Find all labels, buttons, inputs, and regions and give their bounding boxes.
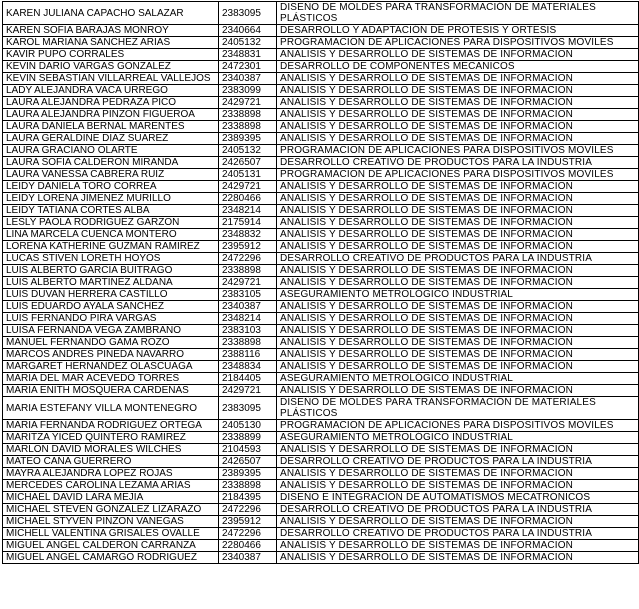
student-name-cell: MICHAEL STEVEN GONZALEZ LIZARAZO (3, 504, 219, 516)
student-name-cell: LUIS ALBERTO GARCIA BUITRAGO (3, 265, 219, 277)
table-row (3, 385, 639, 397)
group-id-cell: 2338899 (219, 432, 277, 444)
program-cell: ANALISIS Y DESARROLLO DE SISTEMAS DE INFORMACION (277, 313, 639, 325)
program-cell: ANALISIS Y DESARROLLO DE SISTEMAS DE INFORMACION (277, 540, 639, 552)
table-row (3, 205, 639, 217)
program-cell: ANALISIS Y DESARROLLO DE SISTEMAS DE INFORMACION (277, 301, 639, 313)
group-id-cell: 2472296 (219, 253, 277, 265)
group-id-cell: 2388116 (219, 349, 277, 361)
student-name-cell: MIGUEL ANGEL CALDERON CARRANZA (3, 540, 219, 552)
program-cell: ANALISIS Y DESARROLLO DE SISTEMAS DE INFORMACION (277, 121, 639, 133)
program-cell: ASEGURAMIENTO METROLÓGICO INDUSTRIAL (277, 432, 639, 444)
student-name-cell: LUIS FERNANDO PIRA VARGAS (3, 313, 219, 325)
program-cell: DESARROLLO DE COMPONENTES MECANICOS (277, 61, 639, 73)
group-id-cell: 2389395 (219, 133, 277, 145)
table-row (3, 468, 639, 480)
group-id-cell: 2429721 (219, 97, 277, 109)
student-name-cell: MAYRA ALEJANDRA LOPEZ ROJAS (3, 468, 219, 480)
group-id-cell: 2383099 (219, 85, 277, 97)
student-name-cell: LUIS ALBERTO MARTINEZ ALDANA (3, 277, 219, 289)
student-name-cell: LUCAS STIVEN LORETH HOYOS (3, 253, 219, 265)
group-id-cell: 2340387 (219, 73, 277, 85)
program-cell: PROGRAMACION DE APLICACIONES PARA DISPOSITIVOS MOVILES (277, 145, 639, 157)
group-id-cell: 2405132 (219, 145, 277, 157)
group-id-cell: 2340387 (219, 301, 277, 313)
student-name-cell: LEIDY DANIELA TORO CORREA (3, 181, 219, 193)
program-cell: ANALISIS Y DESARROLLO DE SISTEMAS DE INFORMACION (277, 385, 639, 397)
group-id-cell: 2383095 (219, 2, 277, 25)
program-cell: ANALISIS Y DESARROLLO DE SISTEMAS DE INFORMACION (277, 181, 639, 193)
group-id-cell: 2472296 (219, 528, 277, 540)
program-cell: PROGRAMACION DE APLICACIONES PARA DISPOSITIVOS MOVILES (277, 169, 639, 181)
table-row (3, 337, 639, 349)
table-row (3, 37, 639, 49)
program-cell: ANALISIS Y DESARROLLO DE SISTEMAS DE INFORMACION (277, 552, 639, 564)
program-cell: ANALISIS Y DESARROLLO DE SISTEMAS DE INFORMACION (277, 49, 639, 61)
program-cell: DISEÑO DE MOLDES PARA TRANSFORMACIÓN DE MATERIALES PLÁSTICOS (277, 2, 639, 25)
student-name-cell: MARIA DEL MAR ACEVEDO TORRES (3, 373, 219, 385)
program-cell: ANALISIS Y DESARROLLO DE SISTEMAS DE INFORMACION (277, 361, 639, 373)
program-cell: ASEGURAMIENTO METROLÓGICO INDUSTRIAL (277, 289, 639, 301)
table-row (3, 85, 639, 97)
student-name-cell: LUISA FERNANDA VEGA ZAMBRANO (3, 325, 219, 337)
table-row (3, 456, 639, 468)
student-name-cell: MANUEL FERNANDO GAMA ROZO (3, 337, 219, 349)
program-cell: ANALISIS Y DESARROLLO DE SISTEMAS DE INFORMACION (277, 480, 639, 492)
table-row (3, 229, 639, 241)
table-row (3, 444, 639, 456)
group-id-cell: 2429721 (219, 181, 277, 193)
program-cell: ANALISIS Y DESARROLLO DE SISTEMAS DE INFORMACION (277, 277, 639, 289)
student-name-cell: LAURA ALEJANDRA PINZON FIGUEROA (3, 109, 219, 121)
student-name-cell: LORENA KATHERINE GUZMAN RAMIREZ (3, 241, 219, 253)
table-row (3, 480, 639, 492)
group-id-cell: 2175914 (219, 217, 277, 229)
group-id-cell: 2338898 (219, 109, 277, 121)
table-row (3, 420, 639, 432)
student-name-cell: MARCOS ANDRES PINEDA NAVARRO (3, 349, 219, 361)
table-row (3, 397, 639, 420)
table-row (3, 528, 639, 540)
program-cell: ANALISIS Y DESARROLLO DE SISTEMAS DE INFORMACION (277, 444, 639, 456)
student-name-cell: LINA MARCELA CUENCA MONTERO (3, 229, 219, 241)
student-name-cell: LEIDY LORENA JIMENEZ MURILLO (3, 193, 219, 205)
student-name-cell: KEVIN DARIO VARGAS GONZALEZ (3, 61, 219, 73)
program-cell: ANALISIS Y DESARROLLO DE SISTEMAS DE INFORMACION (277, 205, 639, 217)
student-name-cell: MARGARET HERNANDEZ OLASCUAGA (3, 361, 219, 373)
table-row (3, 325, 639, 337)
program-cell: ANALISIS Y DESARROLLO DE SISTEMAS DE INFORMACION (277, 85, 639, 97)
group-id-cell: 2338898 (219, 337, 277, 349)
program-cell: ANALISIS Y DESARROLLO DE SISTEMAS DE INFORMACION (277, 325, 639, 337)
group-id-cell: 2184395 (219, 492, 277, 504)
group-id-cell: 2338898 (219, 121, 277, 133)
table-row (3, 193, 639, 205)
program-cell: DESARROLLO CREATIVO DE PRODUCTOS PARA LA INDUSTRIA (277, 528, 639, 540)
student-name-cell: LEIDY TATIANA CORTES ALBA (3, 205, 219, 217)
program-cell: ANALISIS Y DESARROLLO DE SISTEMAS DE INFORMACION (277, 516, 639, 528)
program-cell: DISEÑO E INTEGRACIÓN DE AUTOMATISMOS MECATRÓNICOS (277, 492, 639, 504)
group-id-cell: 2383103 (219, 325, 277, 337)
student-name-cell: LAURA GERALDINE DIAZ SUAREZ (3, 133, 219, 145)
student-name-cell: LAURA VANESSA CABRERA RUIZ (3, 169, 219, 181)
program-cell: ANALISIS Y DESARROLLO DE SISTEMAS DE INFORMACION (277, 337, 639, 349)
group-id-cell: 2395912 (219, 516, 277, 528)
group-id-cell: 2338898 (219, 480, 277, 492)
table-row (3, 552, 639, 564)
table-row (3, 516, 639, 528)
group-id-cell: 2280466 (219, 540, 277, 552)
student-name-cell: KAREN JULIANA CAPACHO SALAZAR (3, 2, 219, 25)
group-id-cell: 2383105 (219, 289, 277, 301)
group-id-cell: 2348214 (219, 205, 277, 217)
table-row (3, 265, 639, 277)
program-cell: ANALISIS Y DESARROLLO DE SISTEMAS DE INFORMACION (277, 265, 639, 277)
student-name-cell: MARIA FERNANDA RODRIGUEZ ORTEGA (3, 420, 219, 432)
program-cell: DESARROLLO CREATIVO DE PRODUCTOS PARA LA INDUSTRIA (277, 504, 639, 516)
table-row (3, 97, 639, 109)
student-name-cell: MICHELL VALENTINA GRISALES OVALLE (3, 528, 219, 540)
table-row (3, 349, 639, 361)
student-name-cell: MIGUEL ANGEL CAMARGO RODRIGUEZ (3, 552, 219, 564)
group-id-cell: 2405131 (219, 169, 277, 181)
student-name-cell: KEVIN SEBASTIAN VILLARREAL VALLEJOS (3, 73, 219, 85)
table-row (3, 73, 639, 85)
program-cell: DISEÑO DE MOLDES PARA TRANSFORMACIÓN DE MATERIALES PLÁSTICOS (277, 397, 639, 420)
program-cell: ANALISIS Y DESARROLLO DE SISTEMAS DE INFORMACION (277, 109, 639, 121)
student-name-cell: MICHAEL DAVID LARA MEJIA (3, 492, 219, 504)
group-id-cell: 2184405 (219, 373, 277, 385)
students-table (2, 1, 639, 564)
table-row (3, 289, 639, 301)
group-id-cell: 2429721 (219, 385, 277, 397)
program-cell: ANALISIS Y DESARROLLO DE SISTEMAS DE INFORMACION (277, 133, 639, 145)
table-row (3, 157, 639, 169)
table-row (3, 432, 639, 444)
group-id-cell: 2429721 (219, 277, 277, 289)
group-id-cell: 2426507 (219, 157, 277, 169)
group-id-cell: 2383095 (219, 397, 277, 420)
group-id-cell: 2472296 (219, 504, 277, 516)
student-name-cell: KAVIR PUPO CORRALES (3, 49, 219, 61)
table-row (3, 25, 639, 37)
program-cell: DESARROLLO CREATIVO DE PRODUCTOS PARA LA INDUSTRIA (277, 253, 639, 265)
student-name-cell: MATEO CAÑA GUERRERO (3, 456, 219, 468)
table-row (3, 217, 639, 229)
program-cell: ANALISIS Y DESARROLLO DE SISTEMAS DE INFORMACION (277, 193, 639, 205)
group-id-cell: 2472301 (219, 61, 277, 73)
student-name-cell: KAREN SOFIA BARAJAS MONROY (3, 25, 219, 37)
student-name-cell: MARLON DAVID MORALES WILCHES (3, 444, 219, 456)
program-cell: ANALISIS Y DESARROLLO DE SISTEMAS DE INFORMACION (277, 97, 639, 109)
program-cell: DESARROLLO CREATIVO DE PRODUCTOS PARA LA INDUSTRIA (277, 157, 639, 169)
table-row (3, 277, 639, 289)
table-row (3, 61, 639, 73)
group-id-cell: 2348832 (219, 229, 277, 241)
program-cell: PROGRAMACION DE APLICACIONES PARA DISPOSITIVOS MOVILES (277, 37, 639, 49)
program-cell: ANALISIS Y DESARROLLO DE SISTEMAS DE INFORMACION (277, 349, 639, 361)
table-row (3, 133, 639, 145)
table-row (3, 313, 639, 325)
program-cell: ANALISIS Y DESARROLLO DE SISTEMAS DE INFORMACION (277, 468, 639, 480)
group-id-cell: 2405132 (219, 37, 277, 49)
group-id-cell: 2338898 (219, 265, 277, 277)
table-row (3, 504, 639, 516)
program-cell: ANALISIS Y DESARROLLO DE SISTEMAS DE INFORMACION (277, 73, 639, 85)
table-row (3, 253, 639, 265)
student-name-cell: KAROL MARIANA SANCHEZ ARIAS (3, 37, 219, 49)
table-row (3, 169, 639, 181)
student-name-cell: MARIA ESTEFANY VILLA MONTENEGRO (3, 397, 219, 420)
table-row (3, 2, 639, 25)
program-cell: ANALISIS Y DESARROLLO DE SISTEMAS DE INFORMACION (277, 229, 639, 241)
table-row (3, 373, 639, 385)
student-name-cell: LADY ALEJANDRA VACA URREGO (3, 85, 219, 97)
program-cell: ASEGURAMIENTO METROLÓGICO INDUSTRIAL (277, 373, 639, 385)
table-row (3, 361, 639, 373)
table-row (3, 49, 639, 61)
student-name-cell: LUIS EDUARDO AYALA SANCHEZ (3, 301, 219, 313)
student-name-cell: LAURA GRACIANO OLARTE (3, 145, 219, 157)
student-name-cell: MICHAEL STYVEN PINZON VANEGAS (3, 516, 219, 528)
table-row (3, 241, 639, 253)
program-cell: ANALISIS Y DESARROLLO DE SISTEMAS DE INFORMACION (277, 217, 639, 229)
program-cell: PROGRAMACION DE APLICACIONES PARA DISPOSITIVOS MOVILES (277, 420, 639, 432)
group-id-cell: 2340387 (219, 552, 277, 564)
student-name-cell: LUIS DUVAN HERRERA CASTILLO (3, 289, 219, 301)
student-name-cell: MARIA ENITH MOSQUERA CARDENAS (3, 385, 219, 397)
students-table-body (3, 2, 639, 564)
student-name-cell: MERCEDES CAROLINA LEZAMA ARIAS (3, 480, 219, 492)
student-name-cell: LAURA ALEJANDRA PEDRAZA PICO (3, 97, 219, 109)
group-id-cell: 2348831 (219, 49, 277, 61)
group-id-cell: 2426507 (219, 456, 277, 468)
group-id-cell: 2405130 (219, 420, 277, 432)
group-id-cell: 2395912 (219, 241, 277, 253)
group-id-cell: 2389395 (219, 468, 277, 480)
student-name-cell: LESLY PAOLA RODRIGUEZ GARZON (3, 217, 219, 229)
program-cell: ANALISIS Y DESARROLLO DE SISTEMAS DE INFORMACION (277, 241, 639, 253)
table-row (3, 301, 639, 313)
table-row (3, 109, 639, 121)
table-row (3, 181, 639, 193)
table-row (3, 121, 639, 133)
table-row (3, 540, 639, 552)
group-id-cell: 2104593 (219, 444, 277, 456)
program-cell: DESARROLLO CREATIVO DE PRODUCTOS PARA LA INDUSTRIA (277, 456, 639, 468)
program-cell: DESARROLLO Y ADAPTACIÓN DE PROTESIS Y ORTESIS (277, 25, 639, 37)
table-row (3, 492, 639, 504)
group-id-cell: 2280466 (219, 193, 277, 205)
student-name-cell: LAURA SOFIA CALDERON MIRANDA (3, 157, 219, 169)
table-row (3, 145, 639, 157)
student-name-cell: MARITZA YICED QUINTERO RAMIREZ (3, 432, 219, 444)
student-name-cell: LAURA DANIELA BERNAL MARENTES (3, 121, 219, 133)
group-id-cell: 2348834 (219, 361, 277, 373)
group-id-cell: 2348214 (219, 313, 277, 325)
group-id-cell: 2340664 (219, 25, 277, 37)
